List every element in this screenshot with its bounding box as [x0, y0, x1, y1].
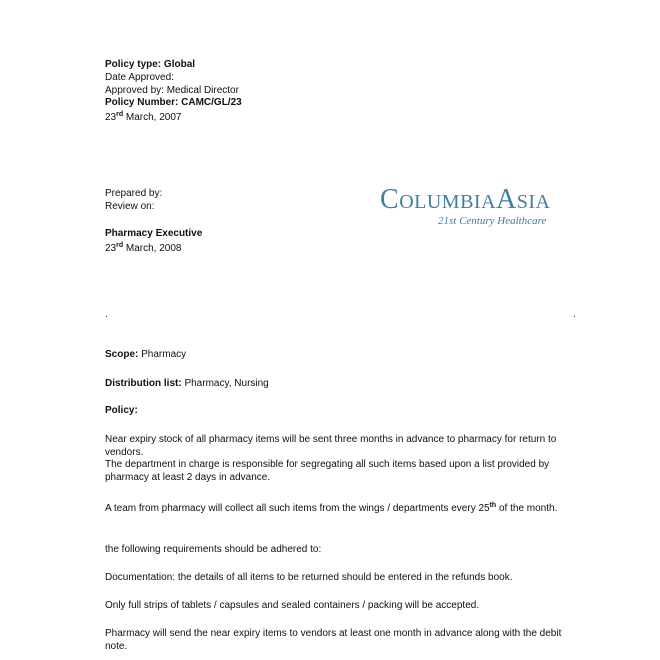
paragraph-6: Only full strips of tablets / capsules and sealed containers / packing will be accepted.: [105, 600, 480, 611]
distribution-list: [105, 378, 269, 390]
paragraph-7: Pharmacy will send the near expiry items to vendors at least one month in advance along with the debit note.: [105, 628, 562, 652]
policy-type-label: Policy type:: [105, 59, 162, 70]
distribution-label: Distribution list:: [105, 378, 182, 389]
paragraph-3-text: A team from pharmacy will collect all such items from the wings / departments every 25: [105, 503, 490, 514]
policy-heading: Policy:: [105, 405, 138, 416]
logo-name: [380, 186, 580, 216]
scope-label: Scope:: [105, 349, 139, 360]
scope-value: Pharmacy: [138, 349, 187, 360]
logo-tagline: 21st Century Healthcare: [438, 215, 547, 227]
logo-letter: C: [380, 184, 400, 215]
right-marker: .: [573, 309, 576, 320]
paragraph-3: [105, 503, 585, 516]
review-on: Review on:: [105, 201, 155, 212]
paragraph-3-end: of the month.: [496, 503, 558, 514]
ordinal-suffix: th: [489, 502, 497, 509]
approval-date: [105, 112, 182, 124]
left-marker: .: [105, 309, 108, 320]
policy-type-value: Global: [163, 59, 196, 70]
approved-by: Approved by: Medical Director: [105, 85, 239, 96]
policy-number-label: Policy Number:: [105, 97, 179, 108]
date-rest: March, 2007: [123, 112, 182, 123]
paragraph-2: The department in charge is responsible for segregating all such items based upon a list provided by pharmacy at least 2 days in advance.: [105, 459, 550, 483]
policy-type: [105, 59, 195, 71]
policy-number-value: CAMC/GL/23: [181, 97, 242, 108]
logo-letters: OLUMBIA: [399, 191, 497, 213]
logo-letters: SIA: [516, 191, 551, 213]
distribution-value: Pharmacy, Nursing: [181, 378, 269, 389]
prepared-by: Prepared by:: [105, 188, 163, 199]
date-approved: Date Approved:: [105, 72, 174, 83]
date-suffix: rd: [116, 242, 124, 249]
columbia-asia-logo: [380, 186, 580, 232]
review-date: [105, 243, 182, 255]
date-rest: March, 2008: [123, 243, 182, 254]
pharmacy-executive: Pharmacy Executive: [105, 228, 203, 239]
logo-letter: A: [496, 184, 517, 215]
paragraph-4: the following requirements should be adhered to:: [105, 544, 322, 555]
date-day: 23: [105, 112, 117, 123]
paragraph-1: Near expiry stock of all pharmacy items will be sent three months in advance to pharmacy for return to vendors.: [105, 434, 557, 458]
date-day: 23: [105, 243, 117, 254]
paragraph-5: Documentation: the details of all items to be returned should be entered in the refunds book.: [105, 572, 513, 583]
policy-number: [105, 97, 242, 109]
date-suffix: rd: [116, 111, 124, 118]
scope: [105, 349, 186, 361]
